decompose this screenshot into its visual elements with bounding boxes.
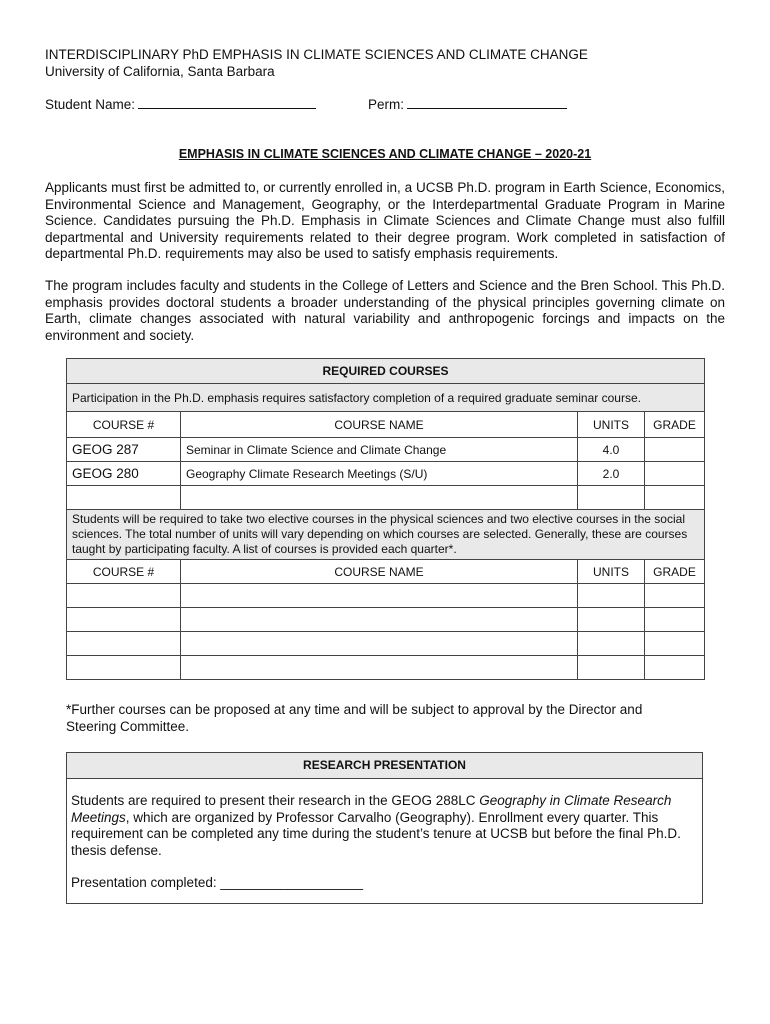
elective-course-number[interactable] xyxy=(67,632,181,656)
empty-cell[interactable] xyxy=(67,486,181,510)
required-courses-note-row xyxy=(67,384,705,412)
electives-header-row xyxy=(67,560,705,584)
program-title: INTERDISCIPLINARY PhD EMPHASIS IN CLIMATE SCIENCES AND CLIMATE CHANGE xyxy=(45,47,588,62)
required-courses-heading: REQUIRED COURSES xyxy=(67,359,705,384)
page-title: EMPHASIS IN CLIMATE SCIENCES AND CLIMATE CHANGE – 2020-21 xyxy=(178,147,592,161)
empty-cell[interactable] xyxy=(181,486,578,510)
required-courses-heading-row xyxy=(67,359,705,384)
col-units: UNITS xyxy=(578,412,645,438)
elective-units[interactable] xyxy=(578,632,645,656)
col-course-number: COURSE # xyxy=(67,560,181,584)
elective-course-number[interactable] xyxy=(67,656,181,680)
course-units: 2.0 xyxy=(578,462,645,486)
presentation-completed-field[interactable]: Presentation completed: ___________________ xyxy=(71,875,363,890)
elective-course-name[interactable] xyxy=(181,656,578,680)
col-course-name: COURSE NAME xyxy=(181,560,578,584)
col-grade: GRADE xyxy=(645,560,705,584)
elective-course-name[interactable] xyxy=(181,584,578,608)
perm-label: Perm: xyxy=(368,97,405,112)
col-grade: GRADE xyxy=(645,412,705,438)
elective-grade[interactable] xyxy=(645,608,705,632)
elective-row xyxy=(67,608,705,632)
course-units: 4.0 xyxy=(578,438,645,462)
course-grade[interactable] xyxy=(645,438,705,462)
research-presentation-text xyxy=(71,793,696,859)
empty-cell[interactable] xyxy=(578,486,645,510)
elective-units[interactable] xyxy=(578,656,645,680)
footnote-asterisk: * xyxy=(66,702,72,717)
elective-grade[interactable] xyxy=(645,656,705,680)
elective-row xyxy=(67,632,705,656)
footnote-text: Further courses can be proposed at any time and will be subject to approval by the Director and Steering Committee. xyxy=(66,702,643,734)
intro-paragraph-2: The program includes faculty and students in the College of Letters and Science and the Bren School. This Ph.D. emphasis provides doctoral students a broader understanding of the physical principles governing climate on Earth, climate changes associated with natural variability and anthropogenic forcings and impacts on the environment and society. xyxy=(45,278,725,343)
table-row xyxy=(67,438,705,462)
table-row-empty xyxy=(67,486,705,510)
elective-course-name[interactable] xyxy=(181,632,578,656)
intro-paragraph-1: Applicants must first be admitted to, or currently enrolled in, a UCSB Ph.D. program in Earth Science, Economics, Environmental Science and Management, Geography, or the Interdepartmental Graduate Program in Marine Science. Candidates pursuing the Ph.D. Emphasis in Climate Sciences and Climate Change must also fulfill departmental and University requirements related to their degree program. Work completed in satisfaction of departmental Ph.D. requirements may also be used to satisfy emphasis requirements. xyxy=(45,180,725,261)
course-number: GEOG 287 xyxy=(67,438,181,462)
elective-course-number[interactable] xyxy=(67,608,181,632)
elective-row xyxy=(67,584,705,608)
research-text-start: Students are required to present their research in the GEOG 288LC xyxy=(71,793,480,808)
elective-grade[interactable] xyxy=(645,632,705,656)
research-presentation-box xyxy=(66,752,703,904)
university-name: University of California, Santa Barbara xyxy=(45,64,275,79)
empty-cell[interactable] xyxy=(645,486,705,510)
footnote xyxy=(66,702,686,735)
table-row xyxy=(67,462,705,486)
course-name: Geography Climate Research Meetings (S/U) xyxy=(181,462,578,486)
course-name: Seminar in Climate Science and Climate Change xyxy=(181,438,578,462)
elective-course-number[interactable] xyxy=(67,584,181,608)
research-text-end: , which are organized by Professor Carvalho (Geography). Enrollment every quarter. This requirement can be completed any time during the student’s tenure at UCSB but before the final Ph.D. thesis defense. xyxy=(71,809,681,858)
col-course-number: COURSE # xyxy=(67,412,181,438)
required-header-row xyxy=(67,412,705,438)
research-presentation-body xyxy=(67,779,702,892)
required-courses-note: Participation in the Ph.D. emphasis requires satisfactory completion of a required graduate seminar course. xyxy=(67,384,705,412)
elective-course-name[interactable] xyxy=(181,608,578,632)
elective-units[interactable] xyxy=(578,584,645,608)
student-name-field[interactable] xyxy=(45,96,316,113)
electives-note-row xyxy=(67,510,705,560)
course-title-italic: Geography in Climate Research Meetings xyxy=(71,793,672,825)
col-course-name: COURSE NAME xyxy=(181,412,578,438)
form-header xyxy=(45,46,588,80)
elective-grade[interactable] xyxy=(645,584,705,608)
student-name-line[interactable] xyxy=(138,96,316,109)
col-units: UNITS xyxy=(578,560,645,584)
student-name-label: Student Name: xyxy=(45,97,136,112)
perm-line[interactable] xyxy=(407,96,567,109)
elective-units[interactable] xyxy=(578,608,645,632)
perm-field[interactable] xyxy=(368,96,567,113)
courses-table xyxy=(66,358,705,680)
course-grade[interactable] xyxy=(645,462,705,486)
elective-row xyxy=(67,656,705,680)
electives-note: Students will be required to take two elective courses in the physical sciences and two elective courses in the social sciences. The total number of units will vary depending on which courses are selected. Generally, these are courses taught by participating faculty. A list of courses is provided each quarter*. xyxy=(67,510,705,560)
course-number: GEOG 280 xyxy=(67,462,181,486)
research-presentation-heading: RESEARCH PRESENTATION xyxy=(67,753,702,779)
